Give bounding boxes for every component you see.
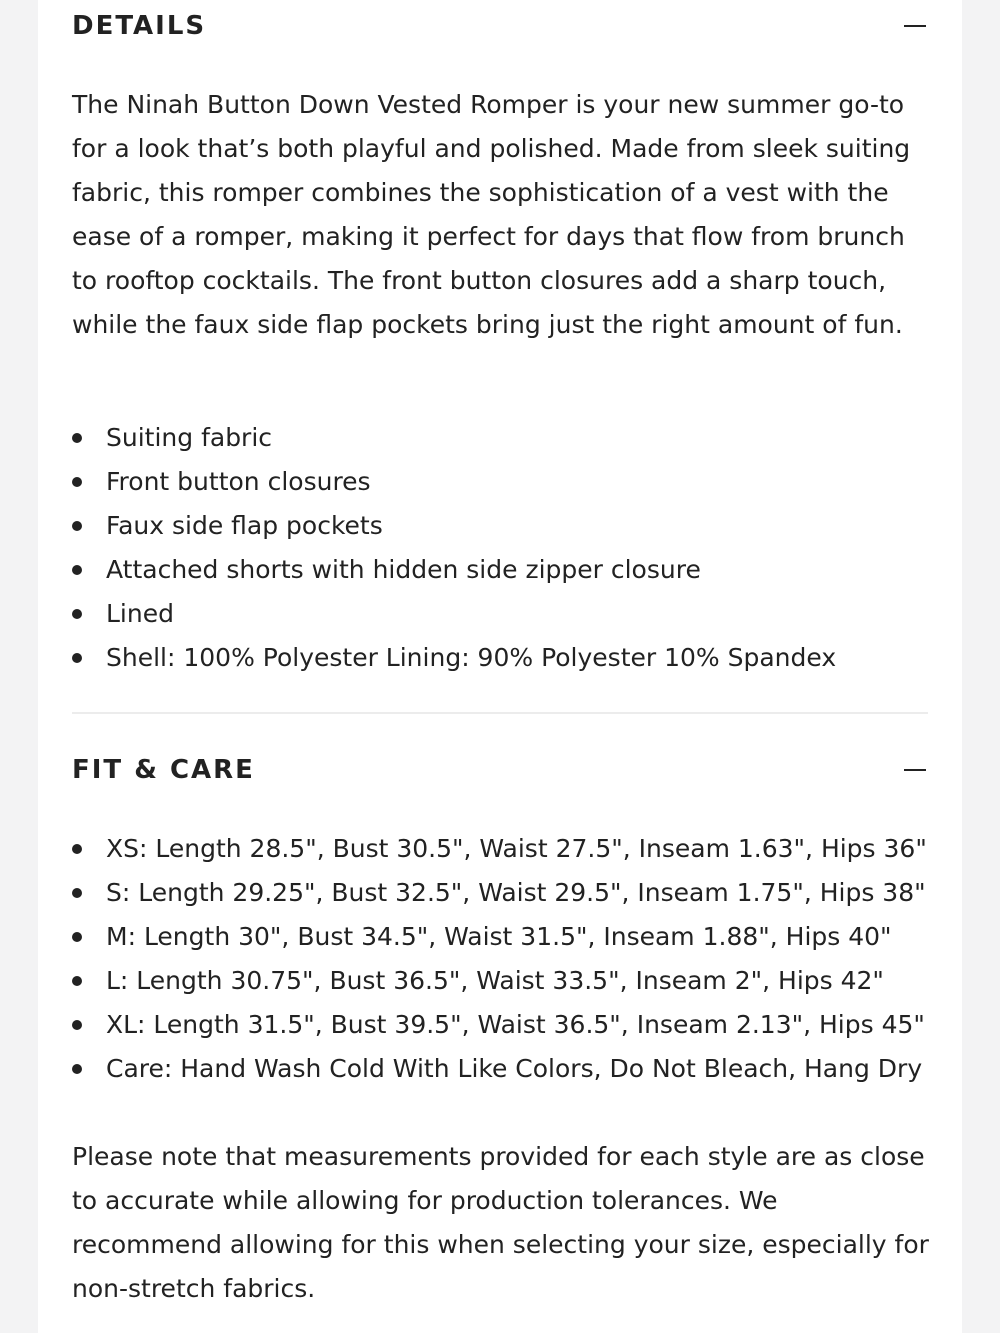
- details-description: The Ninah Button Down Vested Romper is your new summer go-to for a look that’s both playful and polished. Made from sleek suiting fabric, this romper combines the sophistication of a vest with the ease of a romper, making it perfect for days that flow from brunch to rooftop cocktails. The front button closures add a sharp touch, while the faux side flap pockets bring just the right amount of fun.: [72, 90, 911, 339]
- list-item-text: S: Length 29.25", Bust 32.5", Waist 29.5", Inseam 1.75", Hips 38": [106, 878, 926, 907]
- list-item: [72, 915, 932, 959]
- fit-care-title: FIT & CARE: [72, 755, 255, 785]
- product-info-panel: [38, 0, 962, 1333]
- bullet-dot-icon: [72, 844, 82, 854]
- list-item-text: Lined: [106, 599, 174, 628]
- details-bullet-list: [72, 416, 932, 680]
- bullet-dot-icon: [72, 1064, 82, 1074]
- bullet-dot-icon: [72, 932, 82, 942]
- list-item: [72, 636, 932, 680]
- list-item-text: Faux side flap pockets: [106, 511, 383, 540]
- bullet-dot-icon: [72, 433, 82, 443]
- list-item-text: Attached shorts with hidden side zipper closure: [106, 555, 701, 584]
- list-item-text: Suiting fabric: [106, 423, 273, 452]
- list-item-text: L: Length 30.75", Bust 36.5", Waist 33.5", Inseam 2", Hips 42": [106, 966, 884, 995]
- bullet-dot-icon: [72, 609, 82, 619]
- list-item-text: M: Length 30", Bust 34.5", Waist 31.5", Inseam 1.88", Hips 40": [106, 922, 892, 951]
- list-item: [72, 1047, 932, 1091]
- list-item: [72, 1003, 932, 1047]
- list-item-text: Front button closures: [106, 467, 371, 496]
- minus-icon[interactable]: [902, 757, 928, 783]
- bullet-dot-icon: [72, 653, 82, 663]
- bullet-dot-icon: [72, 565, 82, 575]
- list-item-text: Care: Hand Wash Cold With Like Colors, Do Not Bleach, Hang Dry: [106, 1054, 923, 1083]
- list-item: [72, 548, 932, 592]
- fit-care-note: Please note that measurements provided for each style are as close to accurate while allowing for production tolerances. We recommend allowing for this when selecting your size, especially for non-stretch fabrics.: [72, 1142, 929, 1303]
- bullet-dot-icon: [72, 976, 82, 986]
- list-item: [72, 416, 932, 460]
- minus-icon[interactable]: [902, 13, 928, 39]
- list-item: [72, 959, 932, 1003]
- list-item: [72, 504, 932, 548]
- list-item-text: Shell: 100% Polyester Lining: 90% Polyester 10% Spandex: [106, 643, 837, 672]
- bullet-dot-icon: [72, 477, 82, 487]
- bullet-dot-icon: [72, 521, 82, 531]
- details-accordion-header[interactable]: [72, 6, 928, 46]
- list-item-text: XL: Length 31.5", Bust 39.5", Waist 36.5", Inseam 2.13", Hips 45": [106, 1010, 925, 1039]
- bullet-dot-icon: [72, 1020, 82, 1030]
- fit-care-bullet-list: [72, 827, 932, 1091]
- details-title: DETAILS: [72, 11, 207, 41]
- section-divider: [72, 712, 928, 714]
- list-item: [72, 592, 932, 636]
- list-item: [72, 460, 932, 504]
- list-item: [72, 827, 932, 871]
- bullet-dot-icon: [72, 888, 82, 898]
- list-item-text: XS: Length 28.5", Bust 30.5", Waist 27.5", Inseam 1.63", Hips 36": [106, 834, 927, 863]
- list-item: [72, 871, 932, 915]
- fit-care-accordion-header[interactable]: [72, 750, 928, 790]
